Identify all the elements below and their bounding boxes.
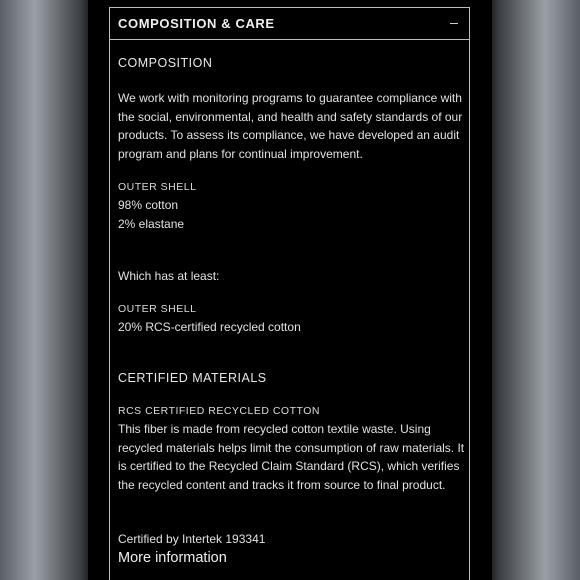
certified-description: This fiber is made from recycled cotton textile waste. Using recycled materials helps limit the consumption of raw materials. It is certified to the Recycled Claim Standard (RCS), which verifies the recycled content and tracks it from source to final product. xyxy=(118,422,465,493)
certified-materials-heading: CERTIFIED MATERIALS xyxy=(118,371,267,385)
certifier-text: Certified by Intertek 193341 xyxy=(118,532,266,546)
minimum-lead: Which has at least: xyxy=(118,269,220,283)
composition-heading: COMPOSITION xyxy=(118,56,213,70)
certified-item-label: RCS CERTIFIED RECYCLED COTTON xyxy=(118,405,320,417)
more-information-link[interactable]: More information xyxy=(118,550,227,566)
material-line: 98% cotton xyxy=(118,198,179,212)
material-line-minimum: 20% RCS-certified recycled cotton xyxy=(118,320,301,334)
outer-shell-label-minimum: OUTER SHELL xyxy=(118,303,197,315)
composition-intro: We work with monitoring programs to guarantee compliance with the social, environmental, and health and safety standards of our products. To assess its compliance, we have developed an audit program and plans for continual improvement. xyxy=(118,91,463,162)
accordion-header[interactable] xyxy=(110,8,469,40)
outer-shell-label: OUTER SHELL xyxy=(118,181,197,193)
minus-icon[interactable] xyxy=(447,17,461,31)
material-line: 2% elastane xyxy=(118,217,185,231)
panel-title: COMPOSITION & CARE xyxy=(118,16,275,31)
composition-care-panel xyxy=(109,7,470,580)
